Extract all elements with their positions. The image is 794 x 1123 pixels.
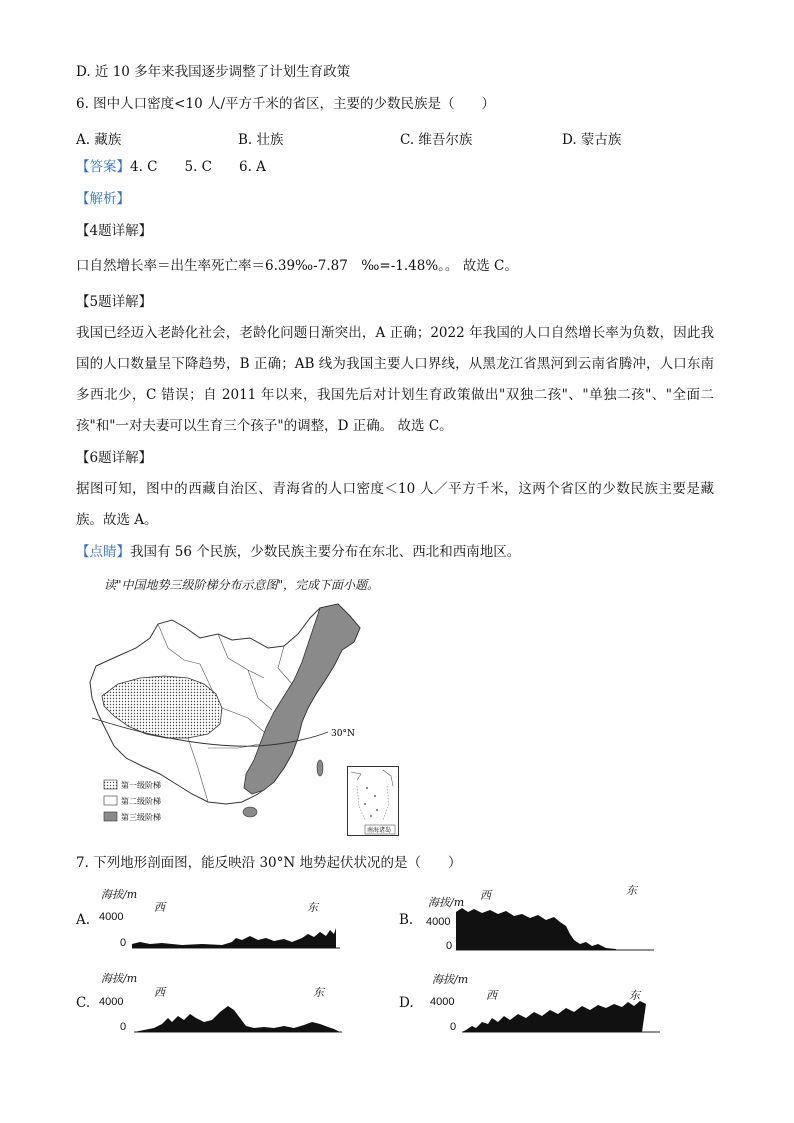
profile-d-letter: D. [399, 995, 414, 1011]
profile-b-west: 西 [480, 889, 491, 902]
q5-detail-title: 【5题详解】 [76, 294, 153, 310]
profile-d-chart [462, 996, 662, 1034]
legend-step3-label: 第三级阶梯 [121, 813, 161, 822]
legend-step3-swatch [104, 812, 117, 821]
latitude-label: 30°N [331, 729, 355, 739]
profile-d-east: 东 [629, 989, 640, 1002]
profile-c-west: 西 [154, 986, 165, 999]
profile-a-chart [132, 920, 342, 950]
option-d-text: D. 近 10 多年来我国逐步调整了计划生育政策 [76, 64, 351, 80]
legend-step1-swatch [104, 780, 117, 789]
analysis-label: 【解析】 [76, 191, 130, 207]
south-china-sea-inset [347, 766, 399, 836]
profile-c-ylabel: 海拔/m [101, 972, 138, 985]
answer-label: 【答案】 [76, 159, 130, 175]
profile-a-tick-high: 4000 [99, 911, 124, 923]
q5-detail-text: 我国已经迈入老龄化社会，老龄化问题日渐突出，A 正确；2022 年我国的人口自然增长率为负数，因此我国的人口数量呈下降趋势，B 正确；AB 线为我国主要人口界线，从黑龙江省黑河到云南省腾冲，人口东南多西北少，C 错误；自 2011 年以来，我国先后对计划生育政策做出"双独二孩"、"单独二孩"、"全面二孩"和"一对夫妻可以生育三个孩子"的调整，D 正确。 故选 C。 [76, 325, 714, 434]
q6-detail-title: 【6题详解】 [76, 450, 153, 466]
tip-text: 我国有 56 个民族，少数民族主要分布在东北、西北和西南地区。 [130, 544, 521, 560]
profile-c-letter: C. [76, 995, 91, 1011]
profile-d-tick-high: 4000 [430, 996, 455, 1008]
answer-line [76, 158, 266, 176]
legend-step2-label: 第二级阶梯 [121, 797, 161, 806]
map-intro: 读"中国地势三级阶梯分布示意图"，完成下面小题。 [104, 578, 380, 592]
profile-a-ylabel: 海拔/m [101, 888, 138, 901]
profile-a-east: 东 [307, 901, 318, 914]
profile-a-tick-low: 0 [120, 937, 127, 949]
question-6: 6. 图中人口密度<10 人/平方千米的省区，主要的少数民族是（ ） [76, 96, 496, 112]
legend-step2-swatch [104, 796, 117, 805]
hainan-island [243, 807, 257, 817]
profile-c-east: 东 [313, 986, 324, 999]
profile-c-tick-low: 0 [120, 1021, 127, 1033]
profile-b-tick-high: 4000 [426, 916, 451, 928]
profile-b-ylabel: 海拔/m [428, 896, 465, 909]
profile-b-chart [456, 904, 656, 952]
answer-text: 4. C 5. C 6. A [130, 159, 266, 175]
taiwan-island [317, 760, 323, 776]
profile-a-west: 西 [154, 901, 165, 914]
profile-d-west: 西 [486, 989, 497, 1002]
profile-b-east: 东 [626, 884, 637, 897]
q6-option-a: A. 藏族 [76, 132, 122, 148]
tip-line [76, 543, 520, 561]
legend-step1-label: 第一级阶梯 [121, 781, 161, 790]
q6-option-d: D. 蒙古族 [562, 132, 622, 148]
tip-label: 【点睛】 [76, 544, 130, 560]
profile-c-tick-high: 4000 [99, 996, 124, 1008]
question-7: 7. 下列地形剖面图，能反映沿 30°N 地势起伏状况的是（ ） [76, 855, 462, 871]
q4-detail-title: 【4题详解】 [76, 223, 153, 239]
profile-a-letter: A. [76, 912, 91, 928]
inset-label: 南海诸岛 [367, 827, 392, 834]
profile-c-chart [134, 1000, 344, 1034]
profile-d-ylabel: 海拔/m [432, 973, 469, 986]
profile-d-tick-low: 0 [450, 1021, 457, 1033]
profile-b-tick-low: 0 [446, 940, 453, 952]
q6-detail-text: 据图可知，图中的西藏自治区、青海省的人口密度＜10 人／平方千米，这两个省区的少数民族主要是藏族。故选 A。 [76, 481, 714, 528]
q6-option-c: C. 维吾尔族 [400, 132, 473, 148]
profile-b-letter: B. [399, 912, 414, 928]
q6-option-b: B. 壮族 [238, 132, 284, 148]
q4-detail-text: 口自然增长率＝出生率死亡率＝6.39‰-7.87 ‰=-1.48%。。 故选 C。 [76, 258, 518, 274]
